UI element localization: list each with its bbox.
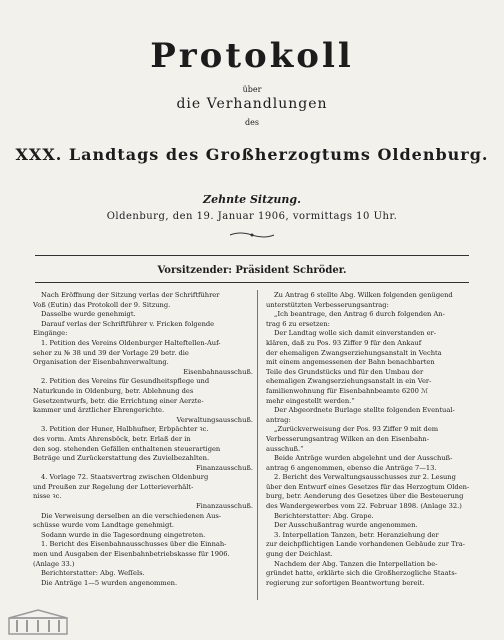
text-line: schüsse wurde vom Landtage genehmigt. xyxy=(33,521,175,530)
text-line: Eisenbahnausschuß. xyxy=(183,367,253,376)
text-line: Nach Eröffnung der Sitzung verlas der Schriftführer xyxy=(41,291,220,299)
text-line: 2. Bericht des Verwaltungsausschusses zur 2. Lesung xyxy=(274,473,456,482)
text-line: Nachdem der Abg. Tanzen die Interpellation be- xyxy=(274,559,438,568)
text-line: Der Landtag wolle sich damit einverstanden er- xyxy=(274,329,436,338)
text-line: „Zurückverweisung der Pos. 93 Ziffer 9 mit dem xyxy=(274,425,439,434)
text-line: 4. Vorlage 72. Staatsvertrag zwischen Oldenburg xyxy=(41,473,209,482)
text-line: nisse ꝛc. xyxy=(33,492,62,501)
text-line: Berichterstatter: Abg. Weſſels. xyxy=(41,569,145,578)
landtag-heading: XXX. Landtags des Großherzogtums Oldenburg. xyxy=(15,145,489,164)
text-line: Dasselbe wurde genehmigt. xyxy=(41,310,136,319)
text-line: den sog. stehenden Gefällen enthaltenen steuerartigen xyxy=(33,444,221,453)
text-line: familienwohnung für Eisenbahnbeamte 6200 ℳ xyxy=(266,386,429,395)
text-line: men und Ausgaben der Eisenbahnbetriebskasse für 1906. xyxy=(33,550,230,559)
text-line: Verbesserungsantrag Wilken an den Eisenbahn- xyxy=(266,434,429,443)
text-line: antrag: xyxy=(266,415,291,424)
text-line: Eingänge: xyxy=(33,329,68,338)
text-line: und Preußen zur Regelung der Lotterieverhält- xyxy=(33,482,194,491)
subtitle-verhandlungen: die Verhandlungen xyxy=(176,96,328,112)
text-line: Die Anträge 1—5 wurden angenommen. xyxy=(41,578,178,587)
text-line: 1. Petition des Vereins Oldenburger Halteftellen-Auf- xyxy=(41,338,221,347)
text-line: Finanzausschuß. xyxy=(195,502,253,511)
text-line: Die Verweisung derselben an die verschiedenen Aus- xyxy=(41,511,222,520)
text-line: 3. Interpellation Tanzen, betr. Heranziehung der xyxy=(274,530,439,539)
text-line: Organisation der Eisenbahnverwaltung. xyxy=(33,358,169,367)
chair-line: Vorsitzender: Präsident Schröder. xyxy=(157,265,347,276)
text-line: Voß (Eutin) das Protokoll der 9. Sitzung. xyxy=(33,300,171,309)
library-building-logo xyxy=(3,608,73,636)
document-title: Protokoll xyxy=(150,36,354,76)
rule-bottom xyxy=(35,282,469,283)
ornament-divider xyxy=(228,231,276,239)
text-line: burg, betr. Aenderung des Gesetzes über die Besteuerung xyxy=(266,492,464,501)
subtitle-des: des xyxy=(245,118,259,127)
text-line: über den Entwurf eines Gesetzes für das Herzogtum Olden- xyxy=(266,482,470,491)
text-line: 1. Bericht des Eisenbahnausschusses über die Einnah- xyxy=(41,540,227,549)
text-line: Beträge und Zurückerstattung des Zuvielbezahlten. xyxy=(33,454,210,463)
text-line: seher zu № 38 und 39 der Vorlage 29 betr. die xyxy=(33,348,189,357)
right-column xyxy=(266,291,478,588)
text-line: der ehemaligen Zwangserziehungsanstalt in Vechta xyxy=(266,348,442,357)
text-line: Gesetzentwurfs, betr. die Errichtung einer Aerzte- xyxy=(33,396,204,405)
text-line: Der Abgeordnete Burlage stellte folgenden Eventual- xyxy=(274,406,455,415)
text-line: Berichterstatter: Abg. Grape. xyxy=(274,511,374,520)
text-line: mehr eingestellt werden.“ xyxy=(266,396,355,405)
text-line: ehemaligen Zwangserziehungsanstalt in ein Ver- xyxy=(266,377,432,386)
text-line: Darauf verlas der Schriftführer v. Fricken folgende xyxy=(41,319,215,328)
text-line: regierung zur sofortigen Beantwortung bereit. xyxy=(266,578,425,587)
text-line: 2. Petition des Vereins für Gesundheitspflege und xyxy=(41,377,210,386)
text-line: Zu Antrag 6 stellte Abg. Wilken folgenden genügend xyxy=(274,291,453,299)
text-line: antrag 6 angenommen, ebenso die Anträge 7—13. xyxy=(266,463,437,472)
text-line: ausschuß.“ xyxy=(266,444,304,453)
left-column xyxy=(33,291,253,588)
text-line: Naturkunde in Oldenburg, betr. Ablehnung des xyxy=(33,386,194,395)
session-heading: Zehnte Sitzung. xyxy=(203,193,301,206)
text-line: trag 6 zu ersetzen: xyxy=(266,319,330,328)
text-line: gung der Deichlast. xyxy=(266,550,333,559)
text-line: klären, daß zu Pos. 93 Ziffer 9 für den Ankauf xyxy=(266,338,422,347)
rule-top xyxy=(35,255,469,256)
session-date: Oldenburg, den 19. Januar 1906, vormittags 10 Uhr. xyxy=(106,211,398,222)
text-line: mit einem angemessenen der Bahn benachbarten xyxy=(266,358,435,367)
text-line: Der Ausschußantrag wurde angenommen. xyxy=(274,521,418,530)
text-line: des Wandergewerbes vom 22. Februar 1898. (Anlage 32.) xyxy=(266,502,462,511)
text-line: unterstützten Verbesserungsantrag: xyxy=(266,300,389,309)
text-line: zur deichpflichtigen Lande vorhandenen Gebäude zur Tra- xyxy=(266,540,465,549)
text-line: Sodann wurde in die Tagesordnung eingetreten. xyxy=(41,530,206,539)
text-line: (Anlage 33.) xyxy=(33,559,75,568)
text-line: des vorm. Amts Ahrensböck, betr. Erlaß der in xyxy=(33,434,191,443)
subtitle-ueber: über xyxy=(242,85,262,94)
text-line: 3. Petition der Huner, Halbhufner, Erbpächter ꝛc. xyxy=(41,425,209,434)
text-line: Teile des Grundstücks und für den Umbau der xyxy=(266,367,424,376)
text-line: Verwaltungsausschuß. xyxy=(176,415,253,424)
text-line: Beide Anträge wurden abgelehnt und der Ausschuß- xyxy=(274,454,453,463)
text-line: Finanzausschuß. xyxy=(195,463,253,472)
text-line: „Ich beantrage, den Antrag 6 durch folgenden An- xyxy=(274,310,445,319)
text-line: gründet hatte, erklärte sich die Großherzogliche Staats- xyxy=(266,569,457,578)
column-divider xyxy=(257,290,258,600)
text-line: kammer und ärztlicher Ehrengerichte. xyxy=(33,406,165,415)
